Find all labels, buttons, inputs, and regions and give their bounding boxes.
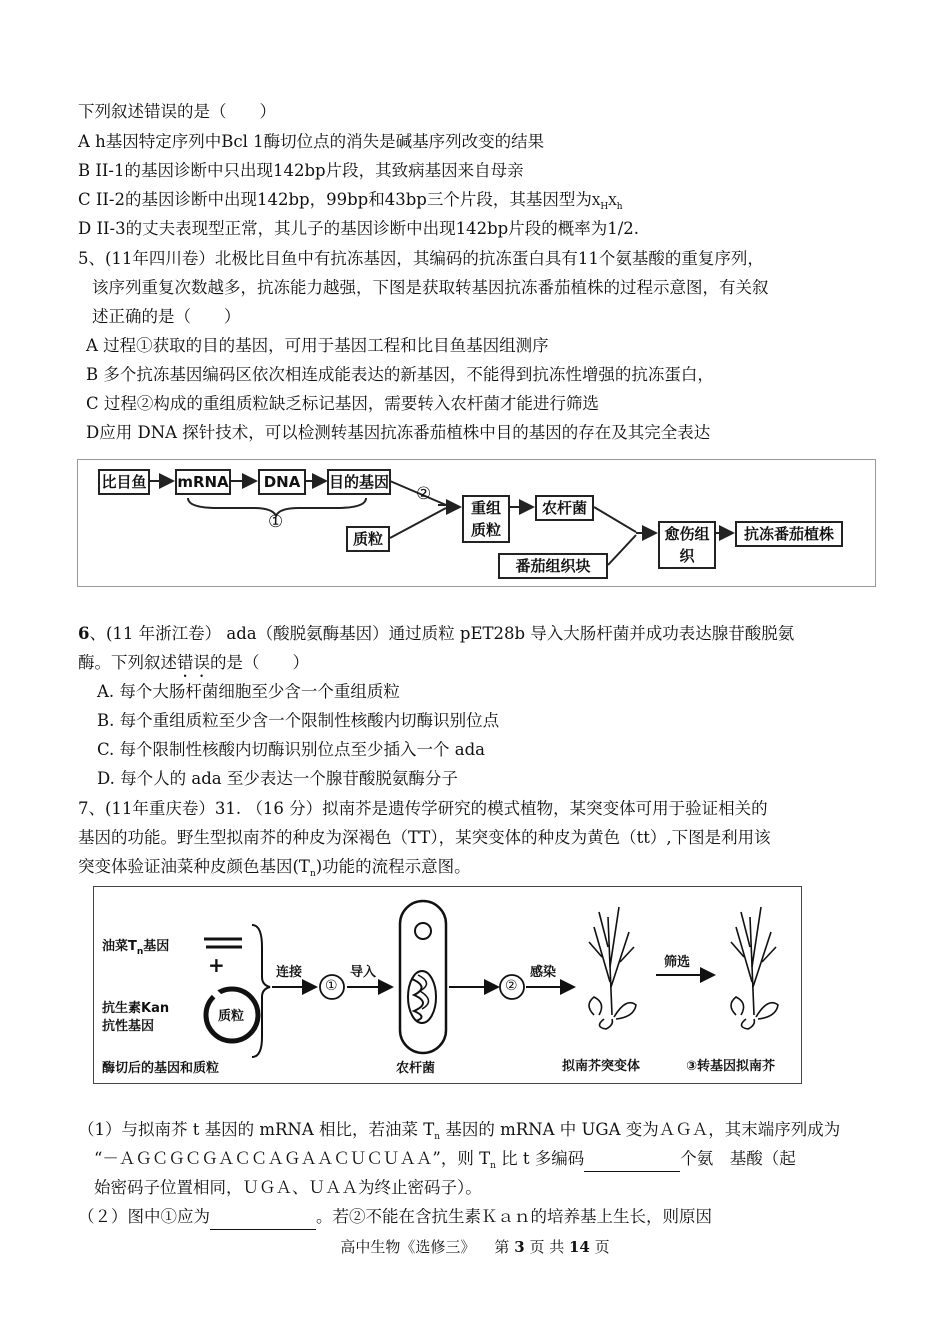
q5-line2: 该序列重复次数越多，抗冻能力越强，下图是获取转基因抗冻番茄植株的过程示意图，有关叙 [92, 278, 769, 297]
node-target-gene: 目的基因 [327, 469, 391, 495]
node-tomato-tissue: 番茄组织块 [498, 553, 608, 579]
node-fish: 比目鱼 [98, 469, 150, 495]
page-footer: 高中生物《选修三》 第 3 页 共 14 页 [340, 1238, 610, 1256]
q4-option-c: C II-2的基因诊断中出现142bp，99bp和43bp三个片段，其基因型为$X_HX_h$ [78, 190, 623, 212]
q5-option-a: A 过程①获取的目的基因，可用于基因工程和比目鱼基因组测序 [86, 336, 549, 355]
label-plasmid: 质粒 [218, 1009, 245, 1024]
label-rapeseed-tn-gene: 油菜$T_n$基因 [102, 939, 170, 957]
step-circle-1: ① [325, 978, 338, 994]
q7-1-line2: “－ＡＧＣＧＣＧＡＣＣＡＧＡＡＣＵＣＵＡＡ”，则 $T_n$ 比 t 多编码 个氨 基酸（起 [94, 1149, 796, 1171]
q7-1-line3: 始密码子位置相同，ＵＧＡ、ＵＡＡ为终止密码子）。 [94, 1178, 482, 1197]
q5-line3: 述正确的是（ ） [92, 307, 241, 326]
q4-option-b: B II-1的基因诊断中只出现142bp片段，其致病基因来自母亲 [78, 161, 524, 180]
label-agrobacterium: 农杆菌 [396, 1061, 436, 1076]
genotype: $X_HX_h$ [591, 194, 623, 212]
step-1-label: ① [268, 512, 284, 532]
label-kan-line2: 抗性基因 [102, 1019, 155, 1034]
node-recombinant-plasmid: 重组质粒 [462, 495, 510, 543]
q7-1-line1: （1）与拟南芥 t 基因的 mRNA 相比，若油菜 $T_n$ 基因的 mRNA 中 UGA 变为ＡＧＡ，其末端序列成为 [78, 1120, 841, 1142]
figure-antifreeze-tomato-flow [77, 459, 876, 587]
q4-option-d: D II-3的丈夫表现型正常，其儿子的基因诊断中出现142bp片段的概率为1/2. [78, 219, 639, 238]
q7-line1: 7、(11年重庆卷）31. （16 分）拟南芥是遗传学研究的模式植物，某突变体可用于验证相关的 [78, 799, 768, 818]
q5-option-c: C 过程②构成的重组质粒缺乏标记基因，需要转入农杆菌才能进行筛选 [86, 394, 599, 413]
label-ligate: 连接 [276, 965, 303, 980]
q6-option-b: B. 每个重组质粒至少含一个限制性核酸内切酶识别位点 [97, 711, 500, 730]
node-callus: 愈伤组织 [658, 521, 716, 569]
q6-option-c: C. 每个限制性核酸内切酶识别位点至少插入一个 ada [97, 740, 486, 759]
label-cut-gene-plasmid: 酶切后的基因和质粒 [102, 1061, 220, 1076]
q6-line2: 酶。下列叙述错误的是（ ） [78, 653, 309, 672]
label-screen: 筛选 [664, 955, 691, 970]
node-mrna: mRNA [175, 469, 231, 495]
q7-2-line1: （２）图中①应为 。若②不能在含抗生素Ｋａｎ的培养基上生长，则原因 [78, 1205, 712, 1230]
label-arabidopsis-mutant: 拟南芥突变体 [562, 1059, 641, 1074]
answer-blank-step1[interactable] [210, 1205, 316, 1230]
q6-option-a: A. 每个大肠杆菌细胞至少含一个重组质粒 [97, 682, 400, 701]
q5-option-d: D应用 DNA 探针技术，可以检测转基因抗冻番茄植株中目的基因的存在及其完全表达 [86, 423, 711, 442]
figure2-drawing [94, 887, 801, 1083]
label-import: 导入 [350, 965, 377, 980]
node-agrobacterium: 农杆菌 [535, 495, 594, 521]
node-antifreeze-plant: 抗冻番茄植株 [735, 521, 843, 547]
node-dna: DNA [258, 469, 306, 495]
label-infect: 感染 [530, 965, 557, 980]
q5-line1: 5、(11年四川卷）北极比目鱼中有抗冻基因，其编码的抗冻蛋白具有11个氨基酸的重复序列， [78, 249, 764, 268]
label-transgenic-arabidopsis: ③转基因拟南芥 [686, 1059, 776, 1074]
q6-line1: 6、(11 年浙江卷） ada（酸脱氨酶基因）通过质粒 pET28b 导入大肠杆菌并成功表达腺苷酸脱氨 [78, 624, 795, 643]
answer-blank-amino-acids[interactable] [584, 1147, 680, 1172]
q7-line2: 基因的功能。野生型拟南芥的种皮为深褐色（TT），某突变体的种皮为黄色（tt）,下图是利用该 [78, 828, 771, 847]
q5-option-b: B 多个抗冻基因编码区依次相连成能表达的新基因，不能得到抗冻性增强的抗冻蛋白， [86, 365, 714, 384]
step-circle-2: ② [505, 978, 518, 994]
figure-arabidopsis-transformation [93, 886, 802, 1084]
q7-line3: 突变体验证油菜种皮颜色基因$(T_n)$功能的流程示意图。 [78, 857, 471, 879]
q4-option-a: A h基因特定序列中Bcl 1酶切位点的消失是碱基序列改变的结果 [78, 132, 545, 151]
label-plus: + [208, 953, 225, 977]
label-kan-line1: 抗生素Kan [102, 1001, 170, 1016]
node-plasmid: 质粒 [346, 526, 390, 552]
step-2-label: ② [416, 484, 432, 504]
q4-stem: 下列叙述错误的是（ ） [78, 102, 276, 121]
q6-option-d: D. 每个人的 ada 至少表达一个腺苷酸脱氨酶分子 [97, 769, 458, 788]
